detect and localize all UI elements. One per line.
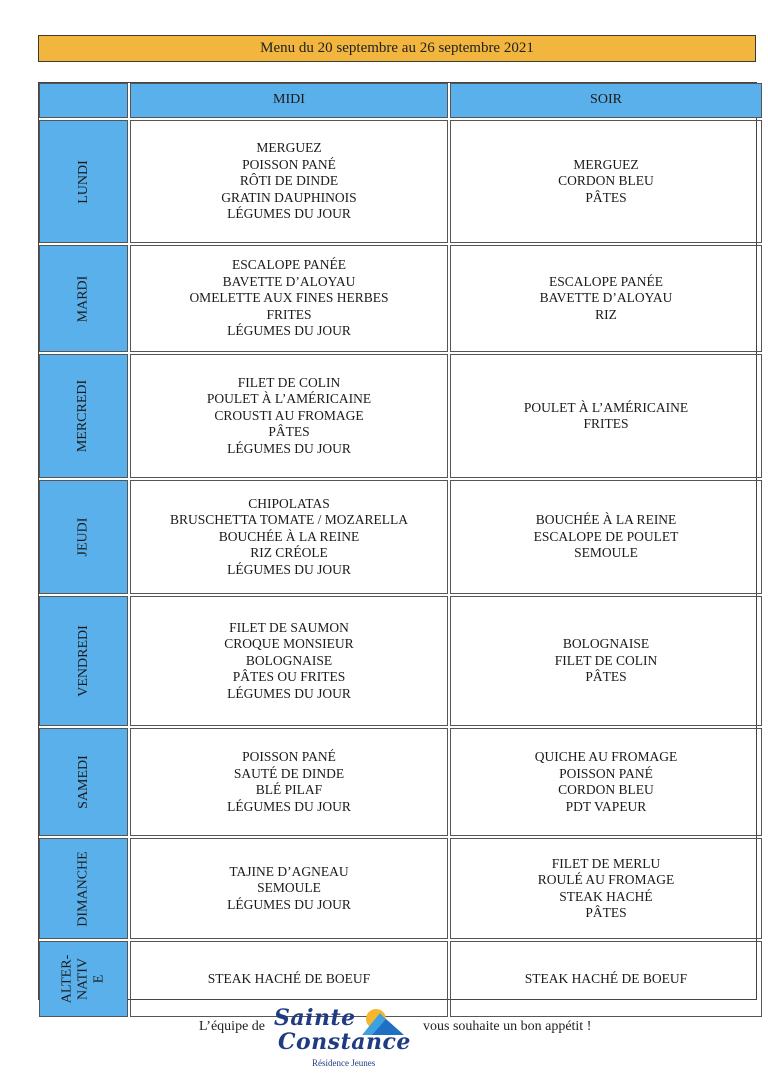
midi-cell — [130, 596, 448, 726]
day-cell — [39, 728, 128, 836]
soir-cell — [450, 480, 762, 594]
soir-cell — [450, 120, 762, 243]
header-midi: MIDI — [130, 83, 448, 118]
menu-item: SEMOULE — [257, 880, 321, 896]
menu-table — [38, 82, 757, 1004]
menu-item: FRITES — [583, 416, 629, 431]
day-label: SAMEDI — [75, 755, 91, 809]
menu-item: BAVETTE D’ALOYAU — [222, 273, 356, 289]
logo-line2: Constance — [278, 1029, 411, 1055]
midi-items — [170, 496, 408, 579]
menu-item: CORDON BLEU — [558, 782, 654, 797]
menu-item: BRUSCHETTA TOMATE / MOZARELLA — [169, 512, 409, 528]
menu-item: CORDON BLEU — [558, 173, 654, 189]
menu-item: PÂTES — [585, 669, 627, 685]
menu-item: BLÉ PILAF — [255, 782, 323, 797]
midi-items — [227, 864, 351, 914]
day-label: JEUDI — [75, 517, 91, 557]
footer-right-text: vous souhaite un bon appétit ! — [423, 1019, 592, 1034]
menu-item: LÉGUMES DU JOUR — [227, 323, 351, 339]
logo-line1: Sainte — [274, 1005, 356, 1031]
menu-item: RÔTI DE DINDE — [239, 173, 339, 189]
midi-cell — [130, 245, 448, 352]
menu-item: POULET À L’AMÉRICAINE — [206, 391, 372, 407]
soir-items — [534, 512, 679, 562]
day-cell — [39, 245, 128, 352]
menu-item: FILET DE COLIN — [554, 652, 658, 668]
menu-item: STEAK HACHÉ DE BOEUF — [207, 970, 371, 986]
menu-item: PÂTES — [585, 189, 627, 205]
footer — [0, 1005, 768, 1075]
soir-items — [558, 157, 654, 207]
menu-item: BAVETTE D’ALOYAU — [539, 290, 673, 306]
soir-items — [540, 274, 673, 324]
menu-item: PÂTES — [268, 424, 310, 440]
soir-cell — [450, 728, 762, 836]
menu-item: GRATIN DAUPHINOIS — [221, 189, 357, 205]
midi-cell — [130, 480, 448, 594]
menu-item: FILET DE COLIN — [237, 374, 341, 390]
menu-item: LÉGUMES DU JOUR — [227, 206, 351, 222]
soir-cell — [450, 245, 762, 352]
menu-item: BOLOGNAISE — [562, 636, 650, 652]
soir-items — [525, 971, 687, 988]
day-label: ALTER- NATIV E — [59, 954, 107, 1004]
menu-item: OMELETTE AUX FINES HERBES — [189, 290, 389, 306]
menu-item: ESCALOPE PANÉE — [549, 273, 663, 289]
soir-cell — [450, 354, 762, 478]
menu-item: STEAK HACHÉ — [559, 888, 653, 904]
day-label: MARDI — [75, 275, 91, 322]
menu-item: PÂTES — [585, 905, 627, 920]
midi-cell — [130, 728, 448, 836]
menu-item: MERGUEZ — [256, 140, 322, 156]
day-label: MERCREDI — [75, 379, 91, 453]
menu-item: POISSON PANÉ — [242, 156, 336, 172]
menu-item: BOUCHÉE À LA REINE — [535, 512, 677, 528]
menu-item: FRITES — [266, 306, 312, 322]
menu-item: LÉGUMES DU JOUR — [227, 561, 351, 577]
menu-item: SEMOULE — [574, 545, 638, 561]
midi-cell — [130, 838, 448, 939]
midi-items — [227, 749, 351, 815]
menu-item: MERGUEZ — [573, 156, 639, 172]
soir-items — [555, 636, 658, 686]
menu-item: POISSON PANÉ — [559, 765, 653, 781]
menu-item: STEAK HACHÉ DE BOEUF — [524, 970, 688, 986]
day-label: LUNDI — [75, 159, 91, 204]
menu-item: LÉGUMES DU JOUR — [227, 440, 351, 456]
menu-item: RIZ — [595, 306, 617, 322]
soir-cell — [450, 838, 762, 939]
soir-items — [538, 856, 675, 922]
midi-items — [221, 140, 356, 223]
menu-item: SAUTÉ DE DINDE — [233, 765, 345, 781]
menu-item: BOUCHÉE À LA REINE — [218, 528, 360, 544]
midi-cell — [130, 354, 448, 478]
midi-items — [207, 375, 371, 458]
midi-items — [224, 620, 353, 703]
day-cell — [39, 354, 128, 478]
soir-items — [535, 749, 678, 815]
menu-item: CHIPOLATAS — [248, 495, 330, 511]
sainte-constance-logo — [270, 1005, 420, 1075]
day-cell — [39, 480, 128, 594]
soir-cell — [450, 596, 762, 726]
logo-subtitle: Résidence Jeunes — [312, 1058, 376, 1068]
menu-item: QUICHE AU FROMAGE — [534, 749, 678, 764]
menu-item: LÉGUMES DU JOUR — [227, 685, 351, 701]
menu-title: Menu du 20 septembre au 26 septembre 2021 — [38, 35, 756, 62]
menu-item: LÉGUMES DU JOUR — [227, 896, 351, 912]
midi-cell — [130, 120, 448, 243]
day-cell — [39, 838, 128, 939]
header-corner — [39, 83, 128, 118]
day-cell — [39, 596, 128, 726]
menu-item: CROQUE MONSIEUR — [224, 636, 354, 652]
menu-item: FILET DE MERLU — [551, 855, 661, 871]
menu-item: RIZ CRÉOLE — [250, 545, 328, 561]
menu-item: POULET À L’AMÉRICAINE — [523, 399, 689, 415]
menu-item: ESCALOPE DE POULET — [533, 528, 679, 544]
menu-item: BOLOGNAISE — [245, 652, 333, 668]
day-label: DIMANCHE — [75, 850, 91, 927]
menu-item: FILET DE SAUMON — [229, 619, 349, 635]
midi-items — [208, 971, 370, 988]
soir-items — [524, 400, 688, 433]
midi-items — [189, 257, 388, 340]
header-soir: SOIR — [450, 83, 762, 118]
menu-item: TAJINE D’AGNEAU — [229, 863, 349, 879]
menu-item: LÉGUMES DU JOUR — [227, 798, 351, 814]
footer-left-text: L’équipe de — [199, 1019, 265, 1034]
menu-item: PÂTES OU FRITES — [232, 669, 346, 685]
menu-item: ROULÉ AU FROMAGE — [537, 872, 675, 887]
menu-item: CROUSTI AU FROMAGE — [214, 407, 364, 423]
day-label: VENDREDI — [75, 625, 91, 697]
menu-item: PDT VAPEUR — [565, 798, 647, 814]
day-cell — [39, 120, 128, 243]
menu-item: POISSON PANÉ — [242, 749, 336, 764]
menu-item: ESCALOPE PANÉE — [232, 257, 346, 273]
